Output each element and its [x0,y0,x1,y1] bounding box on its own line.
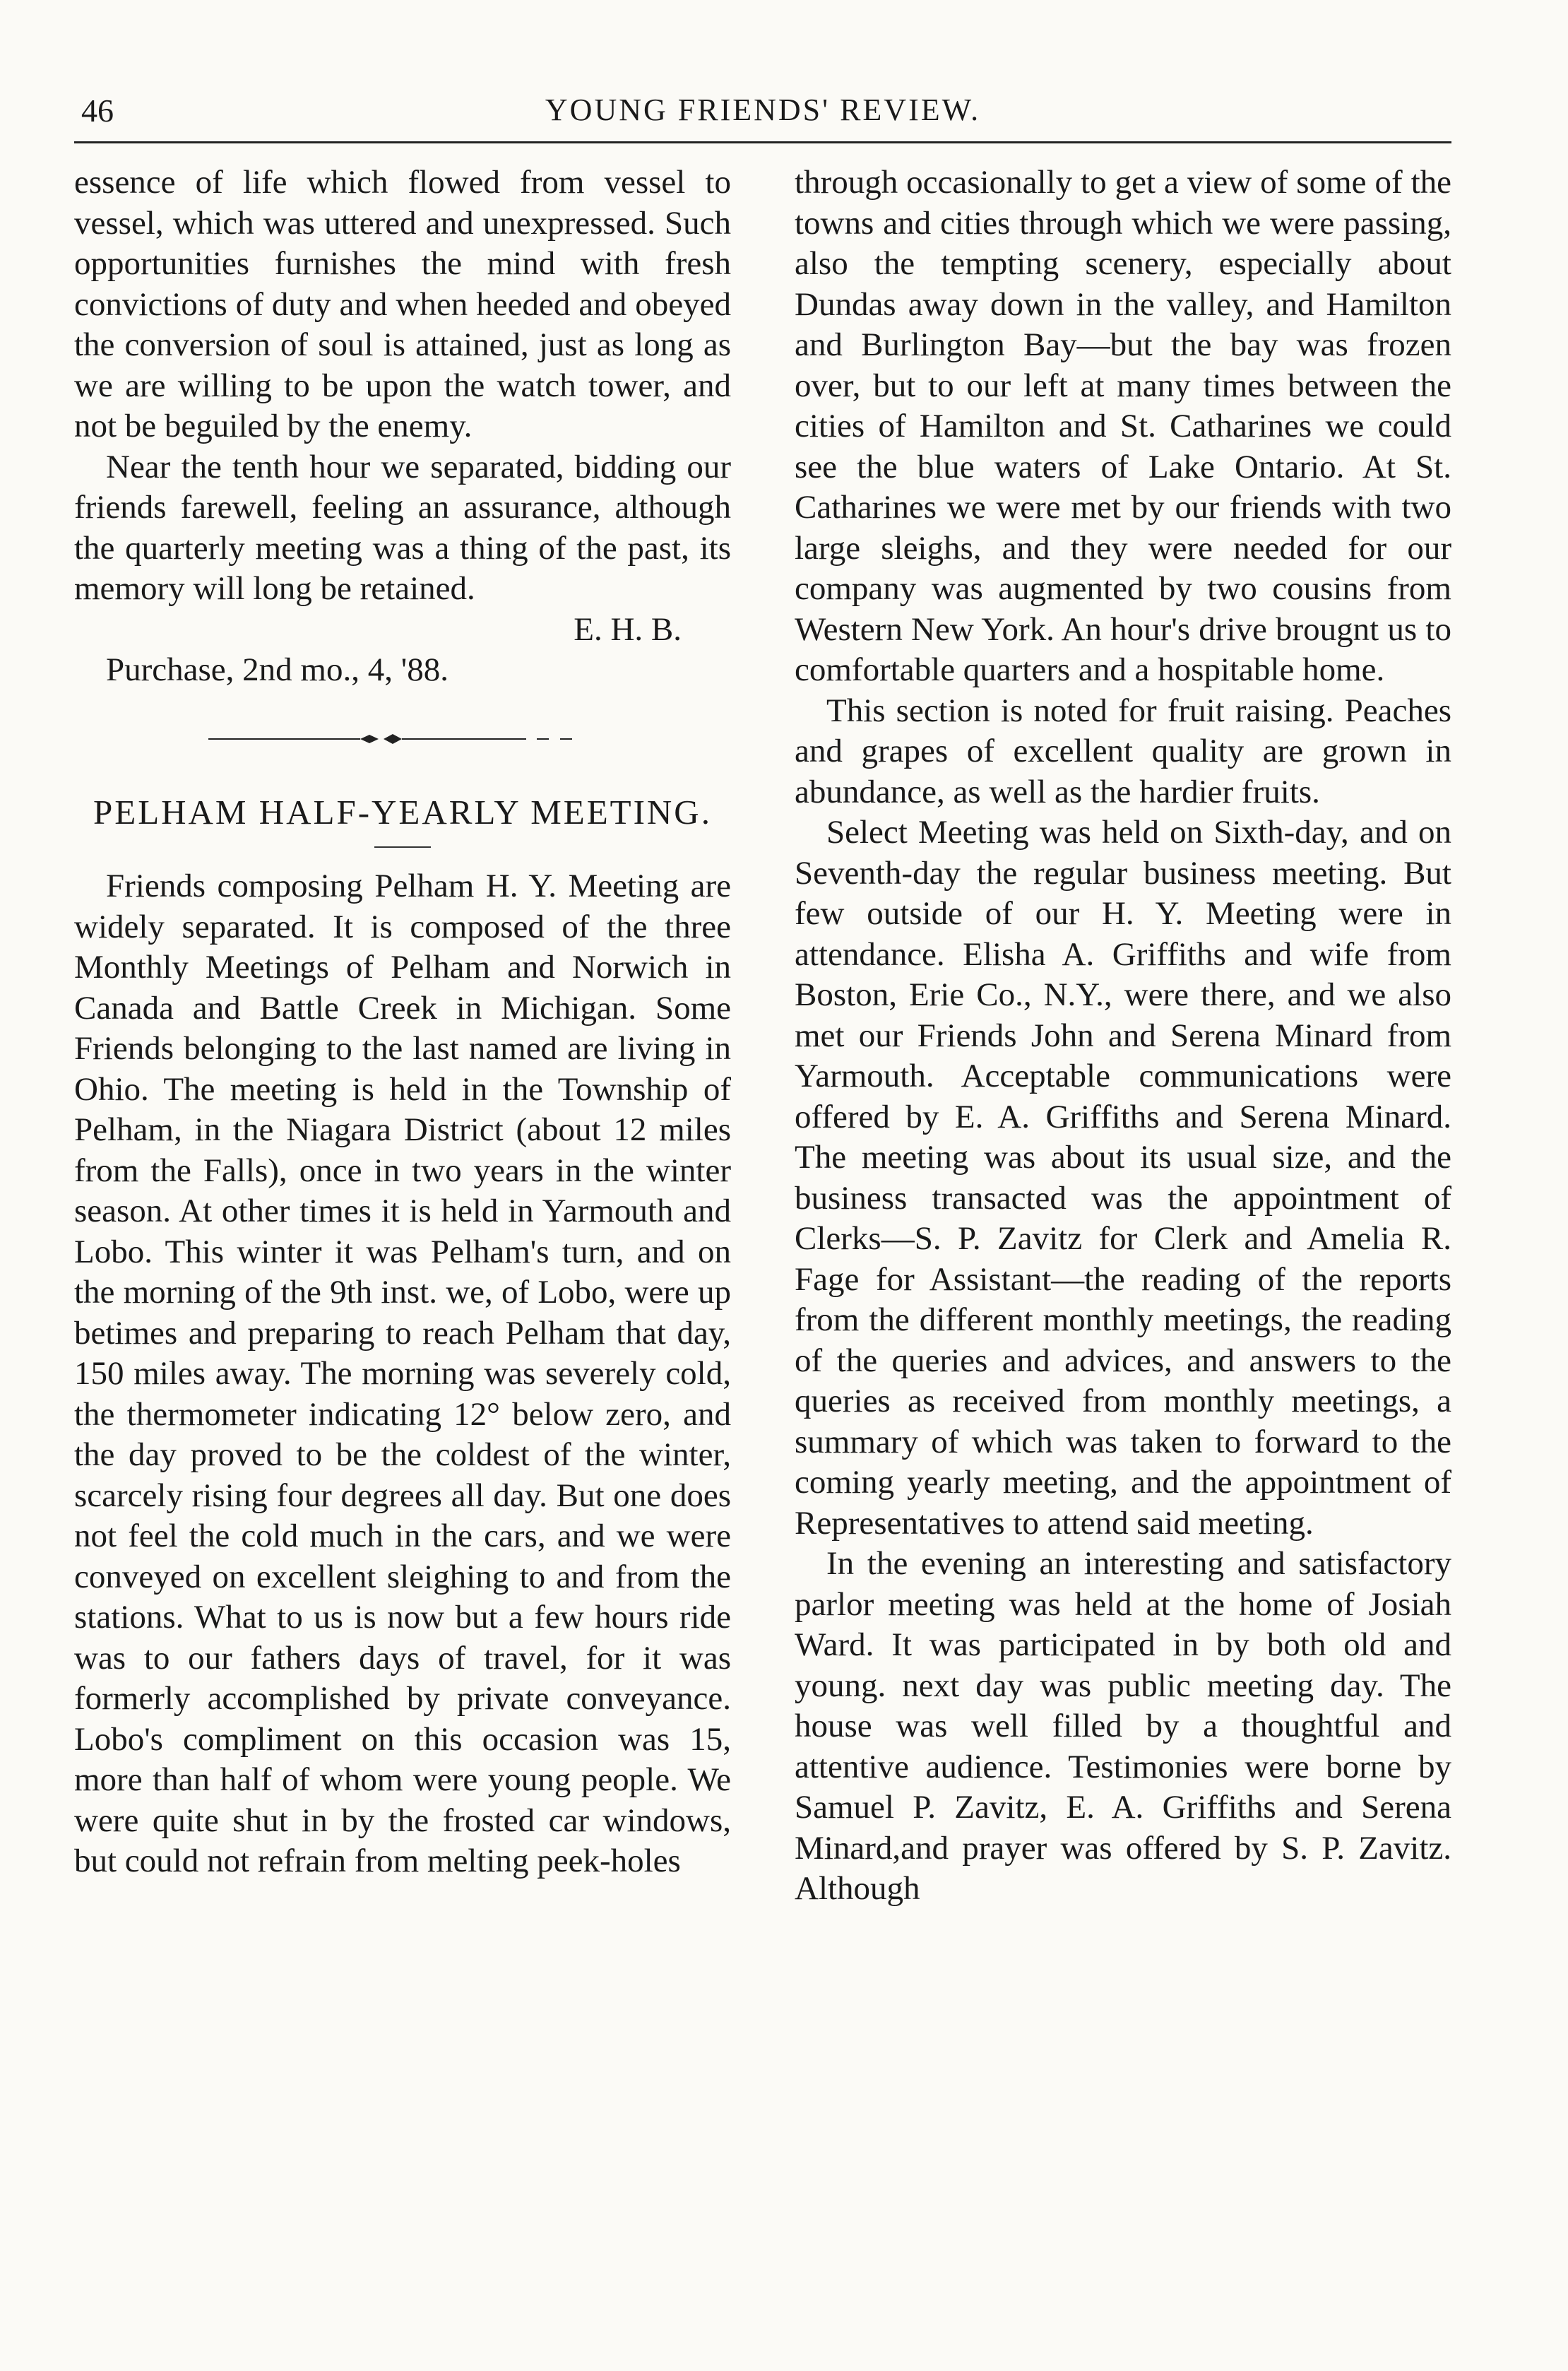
article-paragraph: Friends composing Pelham H. Y. Meeting are widely separated. It is composed of the three Monthly Meetings of Pelham and Norwich in Canada and Battle Creek in Michigan. Some Friends belonging to the last named are living in Ohio. The meeting is held in the Township of Pelham, in the Niagara District (about 12 miles from the Falls), once in two years in the winter season. At other times it is held in Yarmouth and Lobo. This winter it was Pelham's turn, and on the morning of the 9th inst. we, of Lobo, were up betimes and preparing to reach Pelham that day, 150 miles away. The morning was severely cold, the thermometer indicating 12° below zero, and the day proved to be the coldest of the winter, scarcely rising four degrees all day. But one does not feel the cold much in the cars, and we were conveyed on excellent sleighing to and from the stations. What to us is now but a few hours ride was to our fathers days of travel, for it was formerly accomplished by private conveyance. Lobo's compliment on this occasion was 15, more than half of whom were young people. We were quite shut in by the frosted car windows, but could not refrain from melting peek-holes [74,868,731,1879]
section-heading: PELHAM HALF-YEARLY MEETING. [93,793,712,832]
running-title: YOUNG FRIENDS' REVIEW. [545,93,981,127]
article-paragraph: This section is noted for fruit raising. Peaches and grapes of excellent quality are grown in abundance, as well as the hardier fruits. [795,692,1451,810]
continuation-paragraph: essence of life which flowed from vessel to vessel, which was uttered and unexpressed. Such opportunities furnishes the mind with fresh convictions of duty and when heeded and obeyed the conversion of soul is attained, just as long as we are willing to be upon the watch tower, and not be beguiled by the enemy. [74,164,731,444]
closing-paragraph-text: Near the tenth hour we separated, bidding our friends farewell, feeling an assurance, although the quarterly meeting was a thing of the past, its memory will long be retained. [74,448,731,607]
article-paragraph: In the evening an interesting and satisfactory parlor meeting was held at the home of Josiah Ward. It was participated in by both old and young. next day was public meeting day. The house was well filled by a thoughtful and attentive audience. Testimonies were borne by Samuel P. Zavitz, E. A. Griffiths and Serena Minard,and prayer was offered by S. P. Zavitz. Although [795,1545,1451,1907]
right-column [795,162,1451,1910]
section-divider-ornament [74,718,731,760]
article-paragraph: Select Meeting was held on Sixth-day, and on Seventh-day the regular business meeting. But few outside of our H. Y. Meeting were in attendance. Elisha A. Griffiths and wife from Boston, Erie Co., N.Y., were there, and we also met our Friends John and Serena Minard from Yarmouth. Acceptable communications were offered by E. A. Griffiths and Serena Minard. The meeting was about its usual size, and the business transacted was the appointment of Clerks—S. P. Zavitz for Clerk and Amelia R. Fage for Assistant—the reading of the reports from the different monthly meetings, the reading of the queries and advices, and answers to the queries as received from monthly meetings, a summary of which was taken to forward to the coming yearly meeting, and the appointment of Representatives to attend said meeting. [795,814,1451,1542]
article-paragraph: through occasionally to get a view of some of the towns and cities through which we were passing, also the tempting scenery, especially about Dundas away down in the valley, and Hamilton and Burlington Bay—but the bay was frozen over, but to our left at many times between the cities of Hamilton and St. Catharines we could see the blue waters of Lake Ontario. At St. Catharines we were met by our friends with two large sleighs, and they were needed for our company was augmented by two cousins from Western New York. An hour's drive brougnt us to comfortable quarters and a hospitable home. [795,164,1451,688]
dateline: Purchase, 2nd mo., 4, '88. [106,651,449,688]
text-columns [74,162,1451,1910]
page-header [74,92,1451,143]
signature-line [74,610,731,651]
page [74,92,1451,2339]
page-number: 46 [81,93,114,129]
closing-paragraph [74,447,731,610]
left-column [74,162,731,1910]
heading-rule [374,846,431,848]
signature: E. H. B. [574,610,682,648]
